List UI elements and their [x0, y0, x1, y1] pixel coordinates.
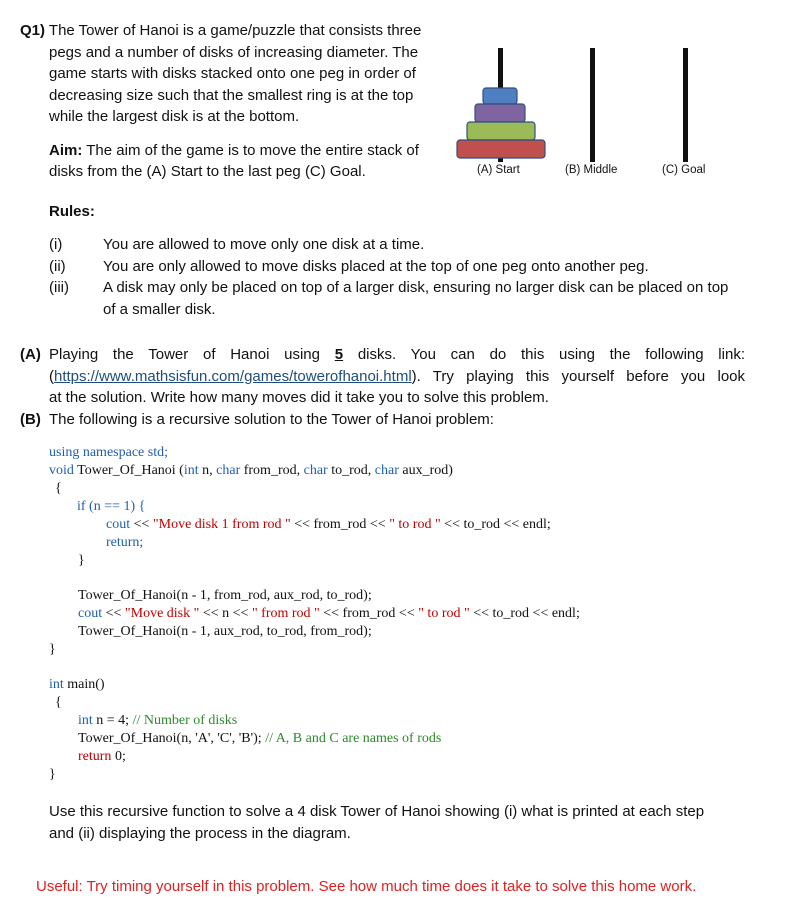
part-a-line-3: at the solution. Write how many moves did it take you to solve this problem. — [49, 389, 549, 406]
code-line-cout-1: cout << "Move disk 1 from rod " << from_rod << " to rod " << to_rod << endl; — [106, 517, 551, 532]
part-b-label: (B) — [20, 410, 41, 428]
code-brace-open: { — [55, 481, 62, 496]
disk-small — [475, 104, 525, 122]
disk-medium — [467, 122, 535, 140]
aim-label: Aim: — [49, 141, 83, 159]
peg-label-start: (A) Start — [477, 164, 520, 176]
part-b-text: The following is a recursive solution to the Tower of Hanoi problem: — [49, 410, 494, 428]
rules-title: Rules: — [49, 203, 95, 220]
rule-item: (i) You are allowed to move only one disk at a time. — [49, 236, 425, 253]
peg-b — [590, 48, 595, 162]
disk-smallest — [483, 88, 517, 104]
code-inner-brace-close: } — [78, 553, 85, 568]
code-brace-close: } — [49, 642, 56, 657]
code-line-n: int n = 4; // Number of disks — [78, 713, 238, 728]
peg-label-goal: (C) Goal — [662, 164, 706, 176]
q1-label: Q1) — [20, 22, 46, 39]
part-a-line-2: (https://www.mathsisfun.com/games/towerofhanoi.html). Try playing this yourself before you look — [49, 367, 745, 385]
useful-note: Useful: Try timing yourself in this problem. See how much time does it take to solve this home work. — [36, 878, 697, 895]
q1-line-3: game starts with disks stacked onto one peg in order of — [49, 65, 416, 82]
code-line-using: using namespace std; — [49, 445, 168, 460]
q1-line-5: while the largest disk is at the bottom. — [49, 108, 300, 125]
disk-largest — [457, 140, 545, 158]
rules-list — [49, 234, 749, 320]
q1-intro — [20, 20, 445, 183]
disk-count: 5 — [334, 346, 344, 363]
tower-of-hanoi-diagram — [452, 40, 752, 180]
instructions-line-2: and (ii) displaying the process in the diagram. — [49, 824, 351, 842]
rule-item: (ii) You are only allowed to move disks placed at the top of one peg onto another peg. — [49, 257, 649, 275]
code-line-recursion-2: Tower_Of_Hanoi(n - 1, aux_rod, to_rod, from_rod); — [78, 624, 372, 639]
code-line-cout-2: cout << "Move disk " << n << " from rod " << from_rod << " to rod " << to_rod << endl; — [78, 606, 580, 621]
peg-label-middle: (B) Middle — [565, 164, 618, 176]
q1-line-1: Q1) The Tower of Hanoi is a game/puzzle that consists three — [20, 22, 422, 39]
instructions-line-1: Use this recursive function to solve a 4 disk Tower of Hanoi showing (i) what is printed at each step — [49, 803, 705, 820]
code-line-return-0: return 0; — [78, 749, 126, 764]
part-b — [20, 409, 745, 431]
aim-line-1: Aim: The aim of the game is to move the entire stack of — [49, 141, 419, 159]
code-line-signature: void Tower_Of_Hanoi (int n, char from_rod, char to_rod, char aux_rod) — [49, 463, 453, 478]
code-line-if: if (n == 1) { — [77, 499, 146, 514]
code-line-return-1: return; — [106, 535, 144, 550]
peg-c — [683, 48, 688, 162]
q1-line-4: decreasing size such that the smallest ring is at the top — [49, 86, 414, 104]
code-line-call: Tower_Of_Hanoi(n, 'A', 'C', 'B'); // A, B and C are names of rods — [78, 731, 442, 746]
part-a-label: (A) — [20, 346, 41, 363]
part-a-line-1: Playing the Tower of Hanoi using 5 disks. You can do this using the following link: — [49, 346, 745, 363]
aim-line-2: disks from the (A) Start to the last peg (C) Goal. — [49, 163, 366, 180]
code-line-recursion-1: Tower_Of_Hanoi(n - 1, from_rod, aux_rod, to_rod); — [78, 588, 372, 603]
code-main-brace-open: { — [55, 695, 62, 710]
part-a — [20, 344, 745, 430]
q1-line-2: pegs and a number of disks of increasing diameter. The — [49, 43, 419, 61]
instructions — [49, 801, 749, 844]
code-line-main: int main() — [49, 677, 105, 692]
towerofhanoi-link[interactable]: https://www.mathsisfun.com/games/towerofhanoi.html — [54, 367, 412, 385]
rule-item: (iii) A disk may only be placed on top of a larger disk, ensuring no larger disk can be placed on top — [49, 279, 729, 296]
code-main-brace-close: } — [49, 767, 56, 782]
rule-item-continued: of a smaller disk. — [103, 300, 216, 318]
